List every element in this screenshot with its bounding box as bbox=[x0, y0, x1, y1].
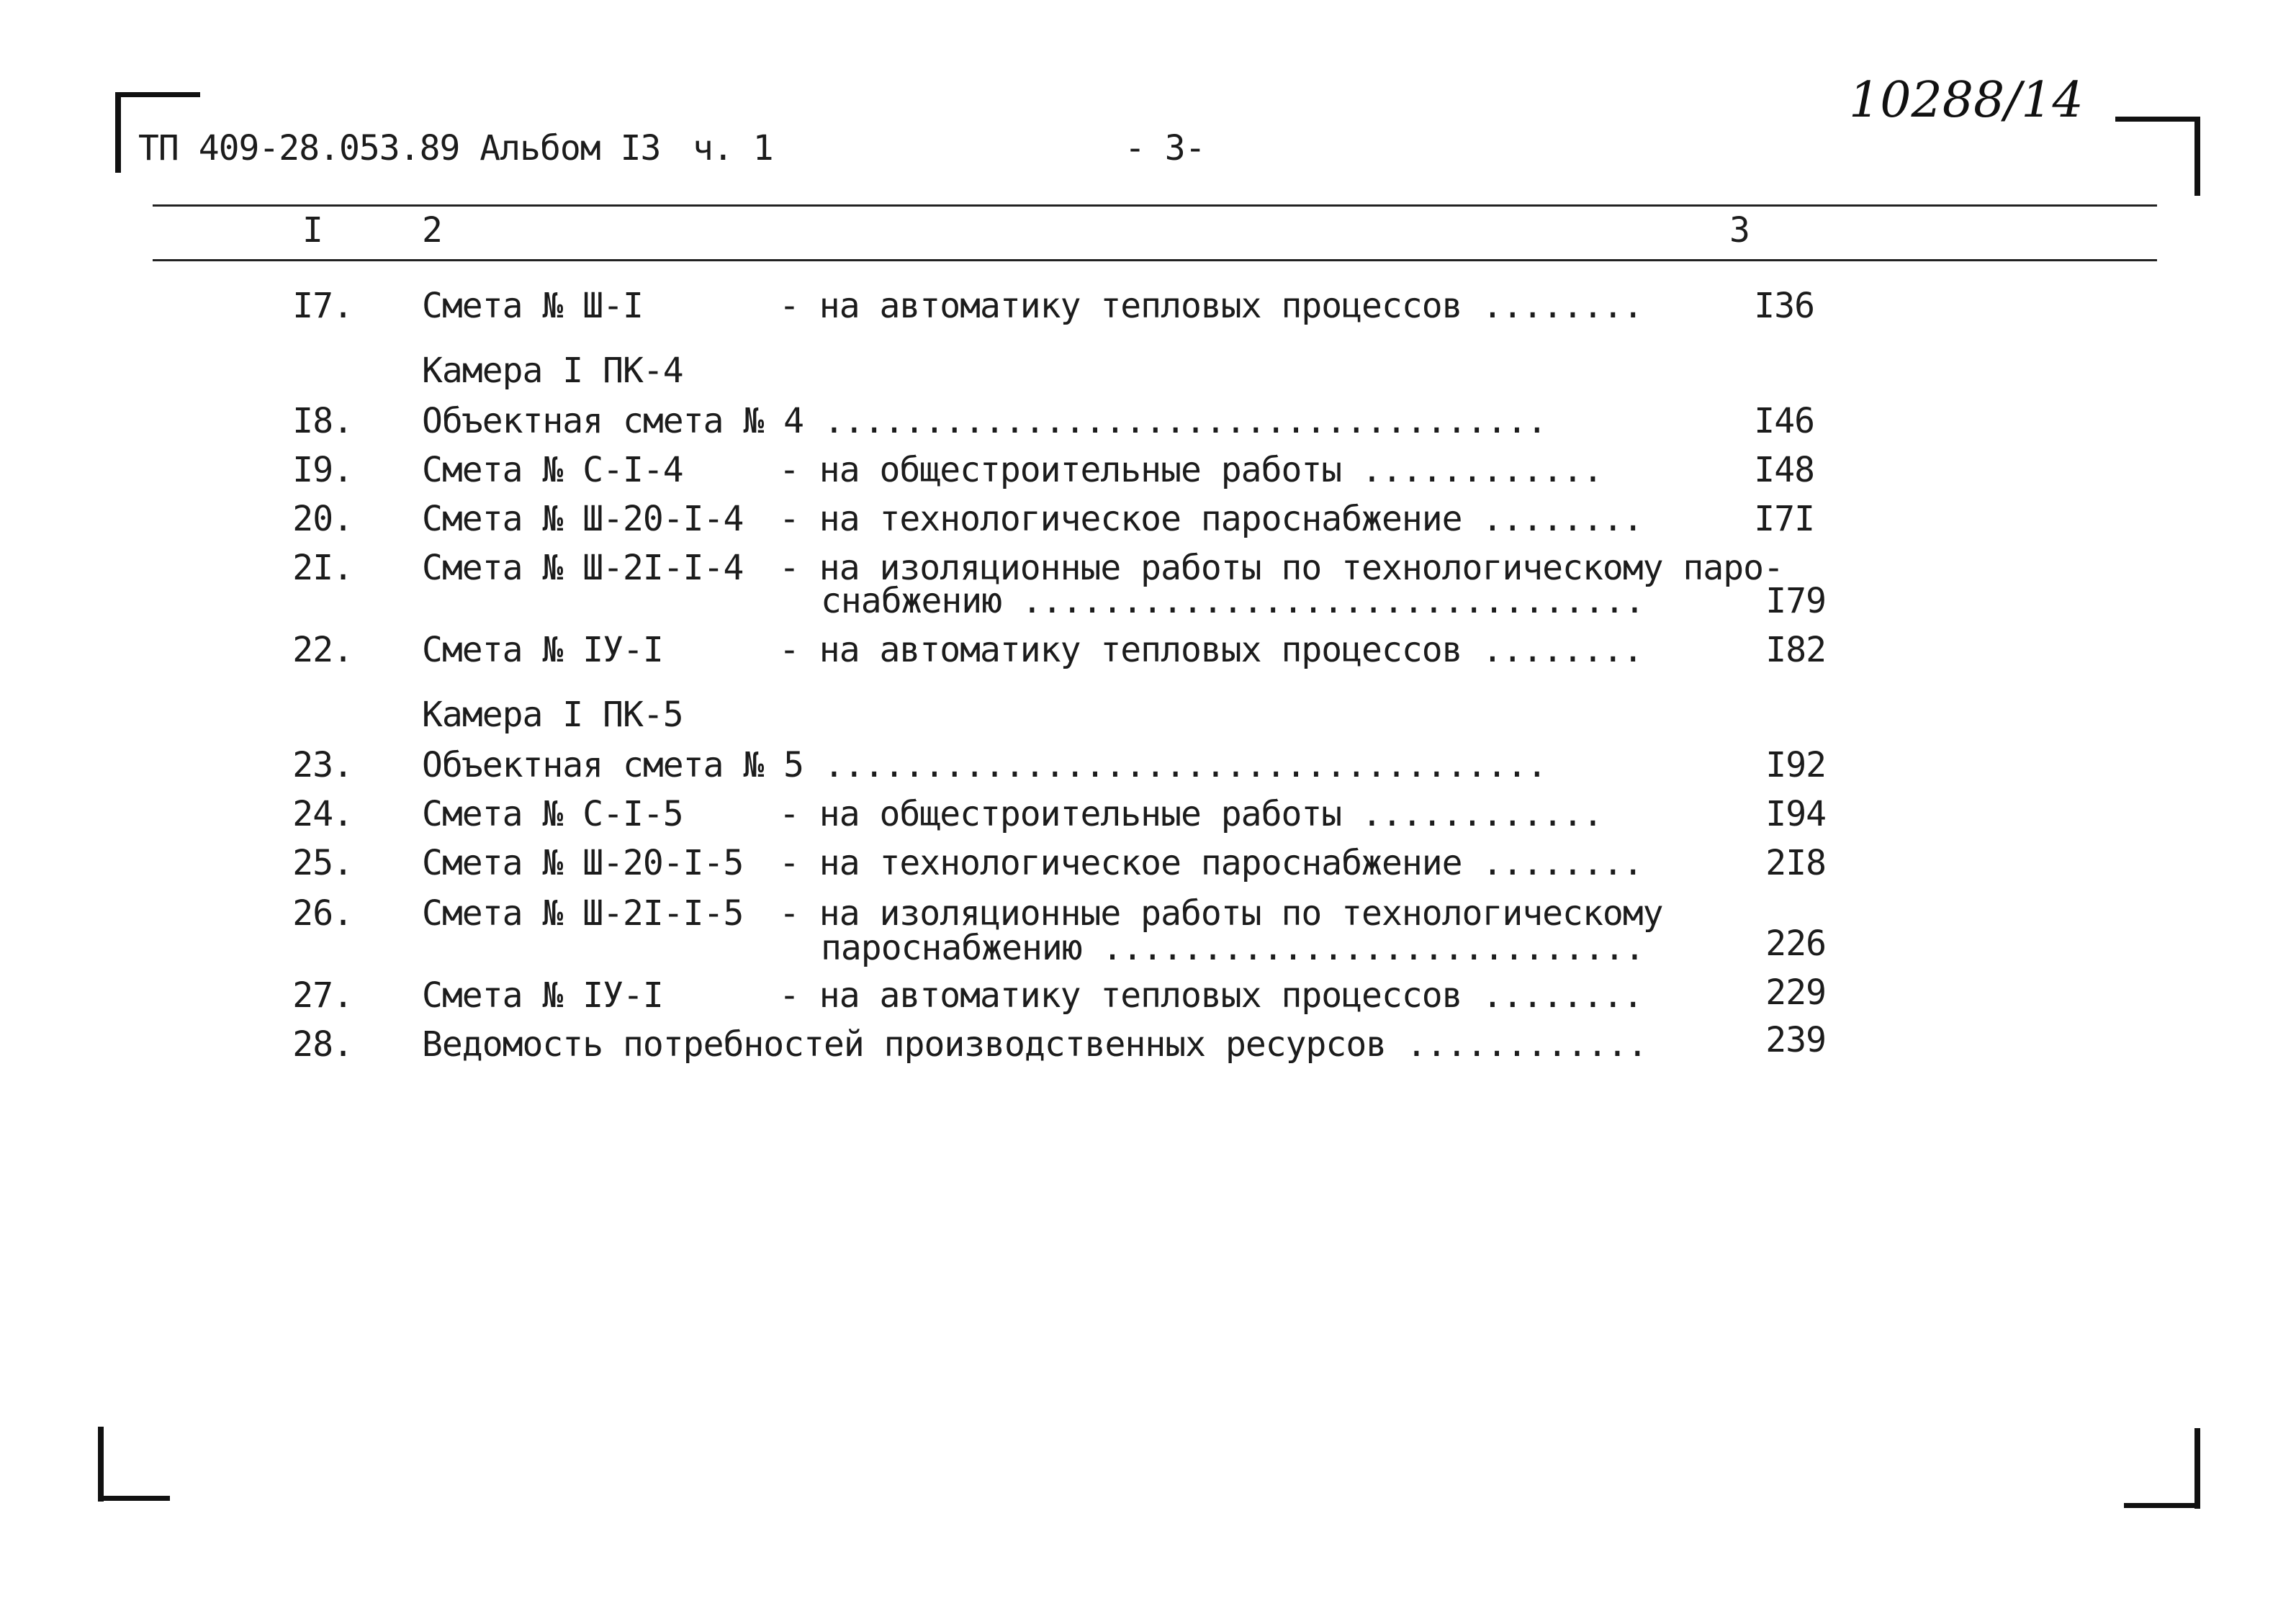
row-description: - на автоматику тепловых процессов ........ bbox=[779, 286, 1643, 326]
row-page: I36 bbox=[1754, 286, 1814, 326]
row-description: - на технологическое пароснабжение ........ bbox=[779, 843, 1643, 883]
row-document: Смета № С-I-5 bbox=[422, 794, 683, 834]
row-page: I7I bbox=[1754, 499, 1814, 539]
row-description-continued: пароснабжению ........................... bbox=[821, 928, 1644, 968]
row-document: Объектная смета № 5 .................................... bbox=[422, 745, 1547, 785]
row-page: I48 bbox=[1754, 450, 1814, 490]
row-document: Смета № С-I-4 bbox=[422, 450, 683, 490]
row-document: Смета № Ш-20-I-4 bbox=[422, 499, 744, 539]
frame-corner-bottom-left-vertical bbox=[98, 1427, 104, 1502]
row-description: - на изоляционные работы по технологическому паро- bbox=[779, 548, 1783, 588]
row-page: I82 bbox=[1765, 630, 1826, 670]
row-number: I7. bbox=[292, 286, 353, 326]
row-description: - на общестроительные работы ............ bbox=[779, 450, 1603, 490]
row-document: Объектная смета № 4 .................................... bbox=[422, 401, 1547, 441]
row-document: Смета № Ш-2I-I-5 bbox=[422, 893, 744, 934]
row-number: 22. bbox=[292, 630, 353, 670]
row-page: 229 bbox=[1765, 972, 1826, 1013]
frame-corner-bottom-right-horizontal bbox=[2124, 1503, 2200, 1508]
row-description: - на автоматику тепловых процессов ........ bbox=[779, 975, 1643, 1016]
table-top-rule bbox=[153, 204, 2157, 207]
row-number: 27. bbox=[292, 975, 353, 1016]
row-page: 226 bbox=[1765, 924, 1826, 964]
row-page: I79 bbox=[1765, 581, 1826, 621]
frame-corner-top-right-vertical bbox=[2194, 117, 2200, 196]
row-number: 24. bbox=[292, 794, 353, 834]
section-title: Камера I ПК-5 bbox=[422, 695, 683, 735]
section-title: Камера I ПК-4 bbox=[422, 351, 683, 391]
page-number: - 3- bbox=[1125, 128, 1205, 168]
column-header-name: 2 bbox=[422, 210, 443, 250]
row-number: 2I. bbox=[292, 548, 353, 588]
frame-corner-bottom-right-vertical bbox=[2194, 1428, 2200, 1509]
document-code: ТП 409-28.053.89 Альбом I3 bbox=[138, 128, 661, 168]
row-description: - на технологическое пароснабжение ........ bbox=[779, 499, 1643, 539]
frame-corner-top-left-vertical bbox=[115, 92, 121, 173]
row-description: - на изоляционные работы по технологическому bbox=[779, 893, 1663, 934]
table-header-rule bbox=[153, 259, 2157, 261]
row-number: 28. bbox=[292, 1024, 353, 1065]
row-number: I9. bbox=[292, 450, 353, 490]
row-document: Смета № IУ-I bbox=[422, 630, 663, 670]
row-number: I8. bbox=[292, 401, 353, 441]
row-page: I46 bbox=[1754, 401, 1814, 441]
row-description-continued: снабжению ............................... bbox=[821, 581, 1644, 621]
row-number: 23. bbox=[292, 745, 353, 785]
row-number: 26. bbox=[292, 893, 353, 934]
row-document: Смета № Ш-20-I-5 bbox=[422, 843, 744, 883]
row-number: 20. bbox=[292, 499, 353, 539]
frame-corner-top-right-horizontal bbox=[2115, 117, 2200, 122]
inventory-number: 10288/14 bbox=[1849, 72, 2084, 129]
row-page: I92 bbox=[1765, 745, 1826, 785]
document-part: ч. 1 bbox=[693, 128, 773, 168]
row-description: - на автоматику тепловых процессов ........ bbox=[779, 630, 1643, 670]
row-page: 239 bbox=[1765, 1020, 1826, 1060]
row-document: Смета № IУ-I bbox=[422, 975, 663, 1016]
column-header-number: I bbox=[302, 210, 323, 250]
row-document: Смета № Ш-2I-I-4 bbox=[422, 548, 744, 588]
row-number: 25. bbox=[292, 843, 353, 883]
frame-corner-top-left-horizontal bbox=[115, 92, 200, 97]
row-document: Ведомость потребностей производственных ресурсов ............ bbox=[422, 1024, 1647, 1065]
row-page: I94 bbox=[1765, 794, 1826, 834]
row-description: - на общестроительные работы ............ bbox=[779, 794, 1603, 834]
row-document: Смета № Ш-I bbox=[422, 286, 643, 326]
row-page: 2I8 bbox=[1765, 843, 1826, 883]
frame-corner-bottom-left-horizontal bbox=[98, 1496, 170, 1501]
column-header-page: 3 bbox=[1729, 210, 1750, 250]
